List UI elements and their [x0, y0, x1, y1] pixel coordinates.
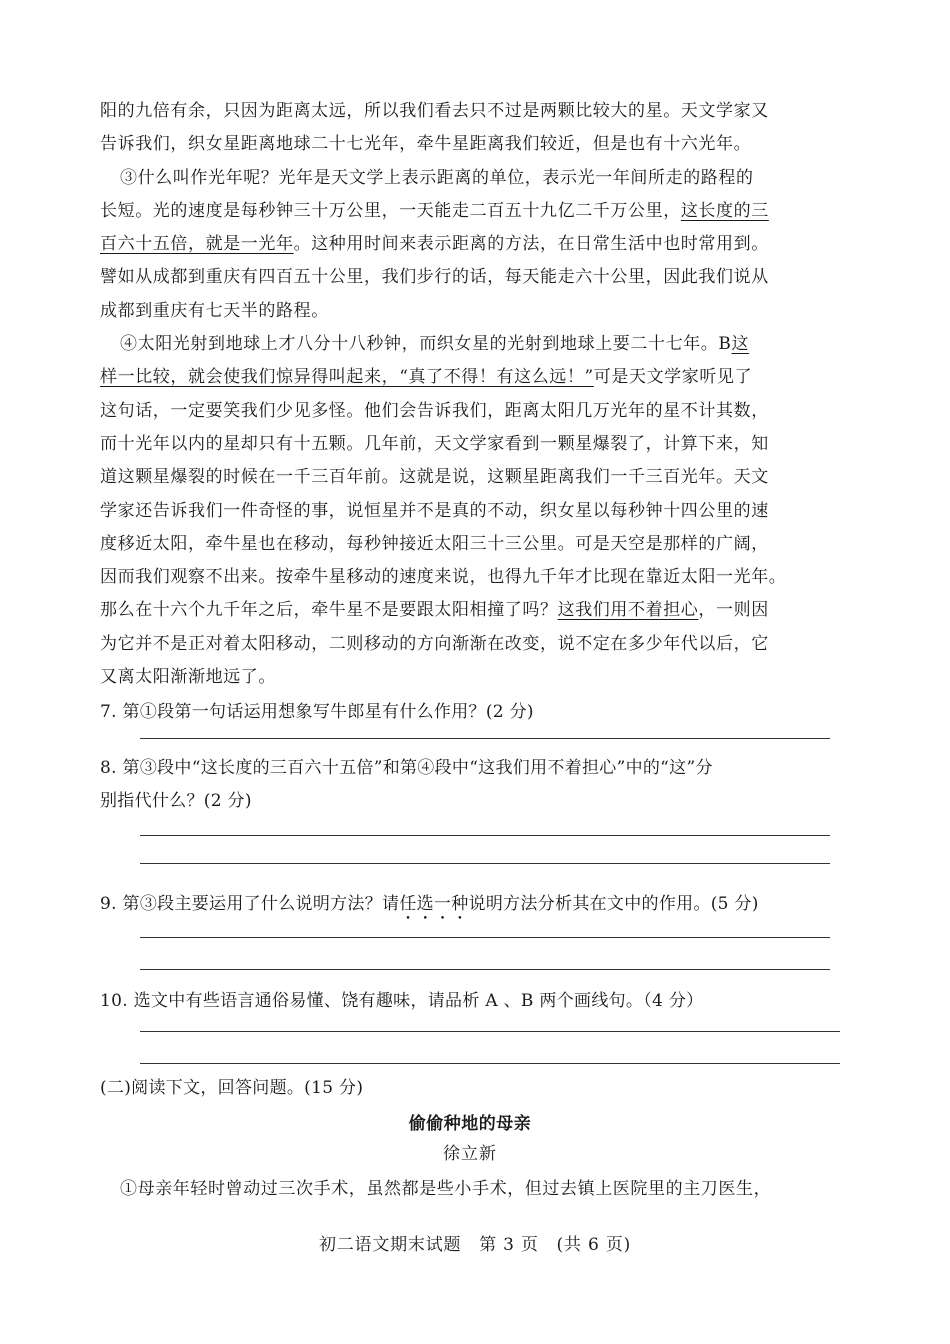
- exam-page: [100, 95, 840, 1207]
- question-9: [100, 888, 840, 970]
- underlined-sentence-a: 这长度的三: [680, 200, 769, 221]
- emphasized-phrase: 任选一种: [399, 894, 469, 915]
- underlined-sentence-b: 样一比较，就会使我们惊异得叫起来，“真了不得！有这么远！”: [100, 367, 594, 388]
- text-line: 度移近太阳，牵牛星也在移动，每秒钟接近太阳三十三公里。可是天空是那样的广阔，: [100, 533, 769, 554]
- underlined-sentence-b: 这: [731, 334, 750, 355]
- answer-line[interactable]: [140, 968, 830, 970]
- answer-line[interactable]: [140, 737, 830, 739]
- text-line: 告诉我们，织女星距离地球二十七光年，牵牛星距离我们较近，但是也有十六光年。: [100, 134, 752, 155]
- question-text: 10. 选文中有些语言通俗易懂、饶有趣味，请品析 A 、B 两个画线句。（4 分）: [100, 991, 704, 1012]
- article-author: 徐立新: [443, 1144, 497, 1165]
- article-paragraph-3: [100, 162, 840, 328]
- article-paragraph-4: [100, 328, 840, 694]
- question-text: 7. 第①段第一句话运用想象写牛郎星有什么作用？(2 分): [100, 702, 534, 723]
- text-segment: 9. 第③段主要运用了什么说明方法？请: [100, 894, 400, 915]
- answer-line[interactable]: [140, 1062, 840, 1064]
- question-7: [100, 696, 840, 739]
- answer-line[interactable]: [140, 834, 830, 836]
- article-title: 偷偷种地的母亲: [408, 1114, 532, 1135]
- answer-line[interactable]: [140, 1030, 840, 1032]
- text-line: 道这颗星爆裂的时候在一千三百年前。这就是说，这颗星距离我们一千三百光年。天文: [100, 467, 769, 488]
- question-8: [100, 752, 840, 864]
- text-line: 又离太阳渐渐地远了。: [100, 667, 276, 688]
- article-paragraph-2: [100, 95, 840, 162]
- text-line: [100, 328, 840, 361]
- question-text: [100, 888, 840, 924]
- text-line: [100, 195, 840, 228]
- page-footer: 初二语文期末试题 第 3 页 (共 6 页): [318, 1235, 632, 1255]
- answer-line[interactable]: [140, 862, 830, 864]
- text-segment: ④太阳光射到地球上才八分十八秒钟，而织女星的光射到地球上要二十七年。B: [120, 334, 732, 355]
- text-line: ③什么叫作光年呢？光年是天文学上表示距离的单位，表示光一年间所走的路程的: [120, 167, 754, 188]
- text-segment: ，一则因: [698, 600, 769, 621]
- section-heading: (二)阅读下文，回答问题。(15 分): [100, 1078, 364, 1099]
- text-line: 阳的九倍有余，只因为距离太远，所以我们看去只不过是两颗比较大的星。天文学家又: [100, 101, 769, 121]
- question-10: [100, 985, 840, 1064]
- text-line: 成都到重庆有七天半的路程。: [100, 300, 329, 321]
- answer-line[interactable]: [140, 936, 830, 938]
- text-line: [100, 594, 840, 627]
- text-segment: 说明方法分析其在文中的作用。(5 分): [468, 894, 759, 915]
- text-segment: 那么在十六个九千年之后，牵牛星不是要跟太阳相撞了吗？: [100, 600, 558, 621]
- text-line: 这句话，一定要笑我们少见多怪。他们会告诉我们，距离太阳几万光年的星不计其数，: [100, 400, 769, 421]
- question-text: 别指代什么？(2 分): [100, 791, 252, 812]
- underlined-phrase: 这我们用不着担心: [557, 600, 699, 621]
- text-line: 而十光年以内的星却只有十五颗。几年前，天文学家看到一颗星爆裂了，计算下来，知: [100, 433, 769, 454]
- text-line: 为它并不是正对着太阳移动，二则移动的方向渐渐在改变，说不定在多少年代以后，它: [100, 633, 769, 654]
- text-segment: 长短。光的速度是每秒钟三十万公里，一天能走二百五十九亿二千万公里，: [100, 200, 681, 221]
- question-text: 8. 第③段中“这长度的三百六十五倍”和第④段中“这我们用不着担心”中的“这”分: [100, 758, 713, 779]
- text-line: [100, 228, 840, 261]
- text-line: 譬如从成都到重庆有四百五十公里，我们步行的话，每天能走六十公里，因此我们说从: [100, 267, 769, 288]
- text-segment: 可是天文学家听见了: [593, 367, 753, 388]
- text-line: ①母亲年轻时曾动过三次手术，虽然都是些小手术，但过去镇上医院里的主刀医生，: [120, 1179, 772, 1200]
- text-line: [100, 361, 840, 394]
- text-segment: 。这种用时间来表示距离的方法，在日常生活中也时常用到。: [293, 234, 769, 255]
- underlined-sentence-a: 百六十五倍，就是一光年: [100, 234, 294, 255]
- text-line: 学家还告诉我们一件奇怪的事，说恒星并不是真的不动，织女星以每秒钟十四公里的速: [100, 500, 769, 521]
- text-line: 因而我们观察不出来。按牵牛星移动的速度来说，也得九千年才比现在靠近太阳一光年。: [100, 567, 787, 588]
